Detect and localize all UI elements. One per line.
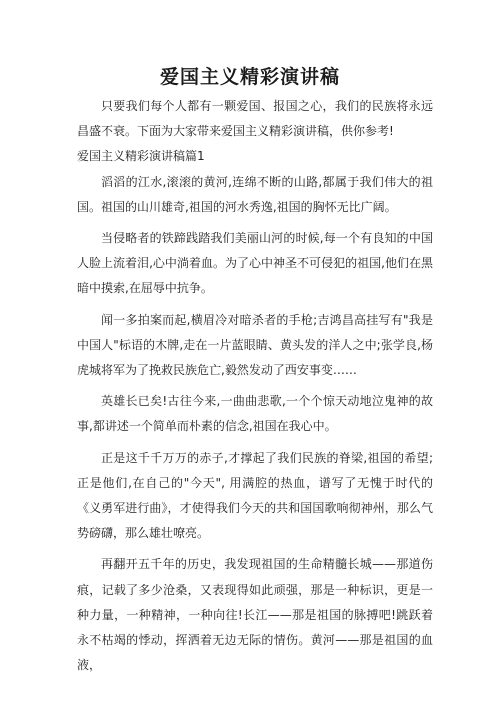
body-paragraph-6: 再翻开五千年的历史，我发现祖国的生命精髓长城——那道伤痕，记载了多少沧桑，又表现得如此顽强，那是一种标识，更是一种力量，一种精神，一种向往!长江——那是祖国的脉搏吧!跳跃着永不枯竭的悸动，挥洒着无边无际的情伤。黄河——那是祖国的血液， bbox=[77, 557, 433, 673]
body-paragraph-2: 当侵略者的铁蹄践踏我们美丽山河的时候,每一个有良知的中国人脸上流着泪,心中淌着血。为了心中神圣不可侵犯的祖国,他们在黑暗中摸索,在屈辱中抗争。 bbox=[77, 231, 433, 296]
body-paragraph-5: 正是这千千万万的赤子,才撑起了我们民族的脊梁,祖国的希望;正是他们,在自己的"今天", 用满腔的热血，谱写了无愧于时代的《义勇军进行曲》，才使得我们今天的共和国国歌响彻神州，那么气势磅礴，那么雄壮嘹亮。 bbox=[77, 450, 433, 541]
document-body bbox=[77, 94, 433, 678]
section-heading: 爱国主义精彩演讲稿篇1 bbox=[77, 149, 205, 164]
body-paragraph-1: 滔滔的江水,滚滚的黄河,连绵不断的山路,都属于我们伟大的祖国。祖国的山川雄奇,祖国的河水秀逸,祖国的胸怀无比广阔。 bbox=[77, 174, 433, 214]
intro-paragraph: 只要我们每个人都有一颗爱国、报国之心，我们的民族将永远昌盛不衰。下面为大家带来爱国主义精彩演讲稿，供你参考! bbox=[77, 99, 433, 139]
body-paragraph-4: 英雄长已矣!古往今来,一曲曲悲歌,一个个惊天动地泣鬼神的故事,都讲述一个简单而朴素的信念,祖国在我心中。 bbox=[77, 394, 433, 434]
body-paragraph-3: 闻一多拍案而起,横眉冷对暗杀者的手枪;吉鸿昌高挂写有"我是中国人"标语的木牌,走在一片蓝眼睛、黄头发的洋人之中;张学良,杨虎城将军为了挽救民族危亡,毅然发动了西安事变…… bbox=[77, 312, 433, 378]
document-title: 爱国主义精彩演讲稿 bbox=[159, 66, 340, 88]
